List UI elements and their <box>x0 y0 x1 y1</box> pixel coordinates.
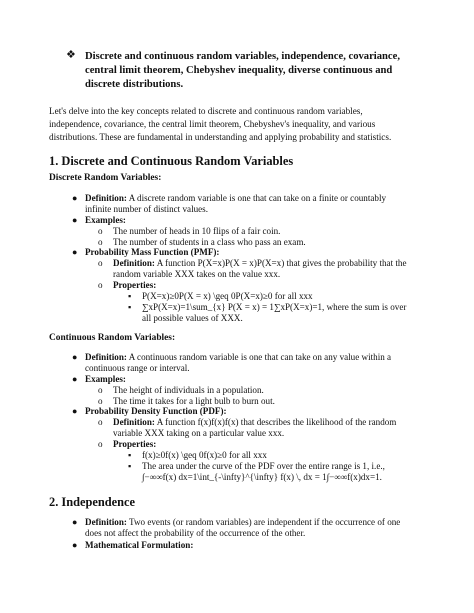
pmf-definition-line-2: random variable XXX takes on the value xxx. <box>113 269 281 279</box>
bullet-icon: ● <box>72 540 78 550</box>
bullet-icon: ● <box>72 406 78 416</box>
bullet-icon: ● <box>72 247 78 257</box>
bullet-icon: ● <box>72 215 78 225</box>
definition-text: A function f(x)f(x)f(x) that describes the likelihood of the random <box>154 417 397 427</box>
circle-bullet-icon: o <box>98 385 103 395</box>
independence-definition-line-2: does not affect the probability of the occurrence of the other. <box>85 528 306 538</box>
pdf-label: Probability Density Function (PDF): <box>85 406 227 416</box>
title-line-3: discrete distributions. <box>85 79 184 90</box>
bullet-icon: ● <box>72 374 78 384</box>
section-1-heading: 1. Discrete and Continuous Random Variables <box>49 154 294 168</box>
diamond-bullet-icon: ❖ <box>66 49 76 61</box>
discrete-example-2: The number of students in a class who pass an exam. <box>113 237 306 247</box>
definition-label: Definition: <box>113 258 155 268</box>
continuous-example-1: The height of individuals in a population. <box>113 385 264 395</box>
pmf-definition-line-1 <box>113 258 406 270</box>
pdf-property-2-line-2: ∫−∞∞f(x) dx=1\int_{-\infty}^{\infty} f(x) \, dx = 1∫−∞∞f(x)dx=1. <box>142 472 382 482</box>
pdf-property-2-line-1: The area under the curve of the PDF over the entire range is 1, i.e., <box>142 461 385 471</box>
pmf-property-2-line-2: all possible values of XXX. <box>142 313 243 323</box>
pmf-properties-label: Properties: <box>113 280 157 290</box>
intro-line-3: distributions. These are fundamental in understanding and applying probability and statistics. <box>49 132 392 142</box>
discrete-examples-label: Examples: <box>85 215 126 225</box>
pdf-definition-line-2: variable XXX taking on a particular value xxx. <box>113 428 285 438</box>
continuous-definition-line-2: continuous range or interval. <box>85 363 190 373</box>
section-2-heading: 2. Independence <box>49 495 136 509</box>
independence-definition-line-1 <box>85 517 400 529</box>
definition-label: Definition: <box>85 193 127 203</box>
pdf-definition-line-1 <box>113 417 396 429</box>
definition-text: A continuous random variable is one that can take on any value within a <box>126 352 392 362</box>
discrete-example-1: The number of heads in 10 flips of a fair coin. <box>113 226 281 236</box>
definition-label: Definition: <box>85 517 127 527</box>
definition-label: Definition: <box>113 417 155 427</box>
circle-bullet-icon: o <box>98 226 103 236</box>
pmf-property-2-line-1: ∑xP(X=x)=1\sum_{x} P(X = x) = 1∑xP(X=x)=1, where the sum is over <box>142 302 407 312</box>
square-bullet-icon: ▪ <box>128 302 132 312</box>
intro-line-1: Let's delve into the key concepts related to discrete and continuous random variables, <box>49 106 363 116</box>
circle-bullet-icon: o <box>98 237 103 247</box>
definition-text: A discrete random variable is one that can take on a finite or countably <box>126 193 387 203</box>
continuous-example-2: The time it takes for a light bulb to burn out. <box>113 396 275 406</box>
pmf-label: Probability Mass Function (PMF): <box>85 247 220 257</box>
discrete-definition-line-1 <box>85 193 386 205</box>
discrete-definition-line-2: infinite number of distinct values. <box>85 204 208 214</box>
circle-bullet-icon: o <box>98 439 103 449</box>
continuous-definition-line-1 <box>85 352 391 364</box>
title-line-1: Discrete and continuous random variables, independence, covariance, <box>85 51 400 62</box>
pmf-property-1: P(X=x)≥0P(X = x) \geq 0P(X=x)≥0 for all xxx <box>142 291 313 301</box>
square-bullet-icon: ▪ <box>128 450 132 460</box>
definition-text: A function P(X=x)P(X = x)P(X=x) that gives the probability that the <box>154 258 407 268</box>
pdf-property-1: f(x)≥0f(x) \geq 0f(x)≥0 for all xxx <box>142 450 267 460</box>
definition-text: Two events (or random variables) are independent if the occurrence of one <box>126 517 401 527</box>
circle-bullet-icon: o <box>98 417 103 427</box>
mathematical-formulation-label: Mathematical Formulation: <box>85 540 194 550</box>
square-bullet-icon: ▪ <box>128 291 132 301</box>
pdf-properties-label: Properties: <box>113 439 157 449</box>
intro-line-2: independence, covariance, the central limit theorem, Chebyshev's inequality, and various <box>49 119 376 129</box>
circle-bullet-icon: o <box>98 396 103 406</box>
bullet-icon: ● <box>72 517 78 527</box>
circle-bullet-icon: o <box>98 280 103 290</box>
square-bullet-icon: ▪ <box>128 461 132 471</box>
continuous-examples-label: Examples: <box>85 374 126 384</box>
discrete-subheading: Discrete Random Variables: <box>49 173 162 183</box>
title-line-2: central limit theorem, Chebyshev inequality, diverse continuous and <box>85 65 393 76</box>
circle-bullet-icon: o <box>98 258 103 268</box>
bullet-icon: ● <box>72 193 78 203</box>
bullet-icon: ● <box>72 352 78 362</box>
continuous-subheading: Continuous Random Variables: <box>49 333 176 343</box>
definition-label: Definition: <box>85 352 127 362</box>
